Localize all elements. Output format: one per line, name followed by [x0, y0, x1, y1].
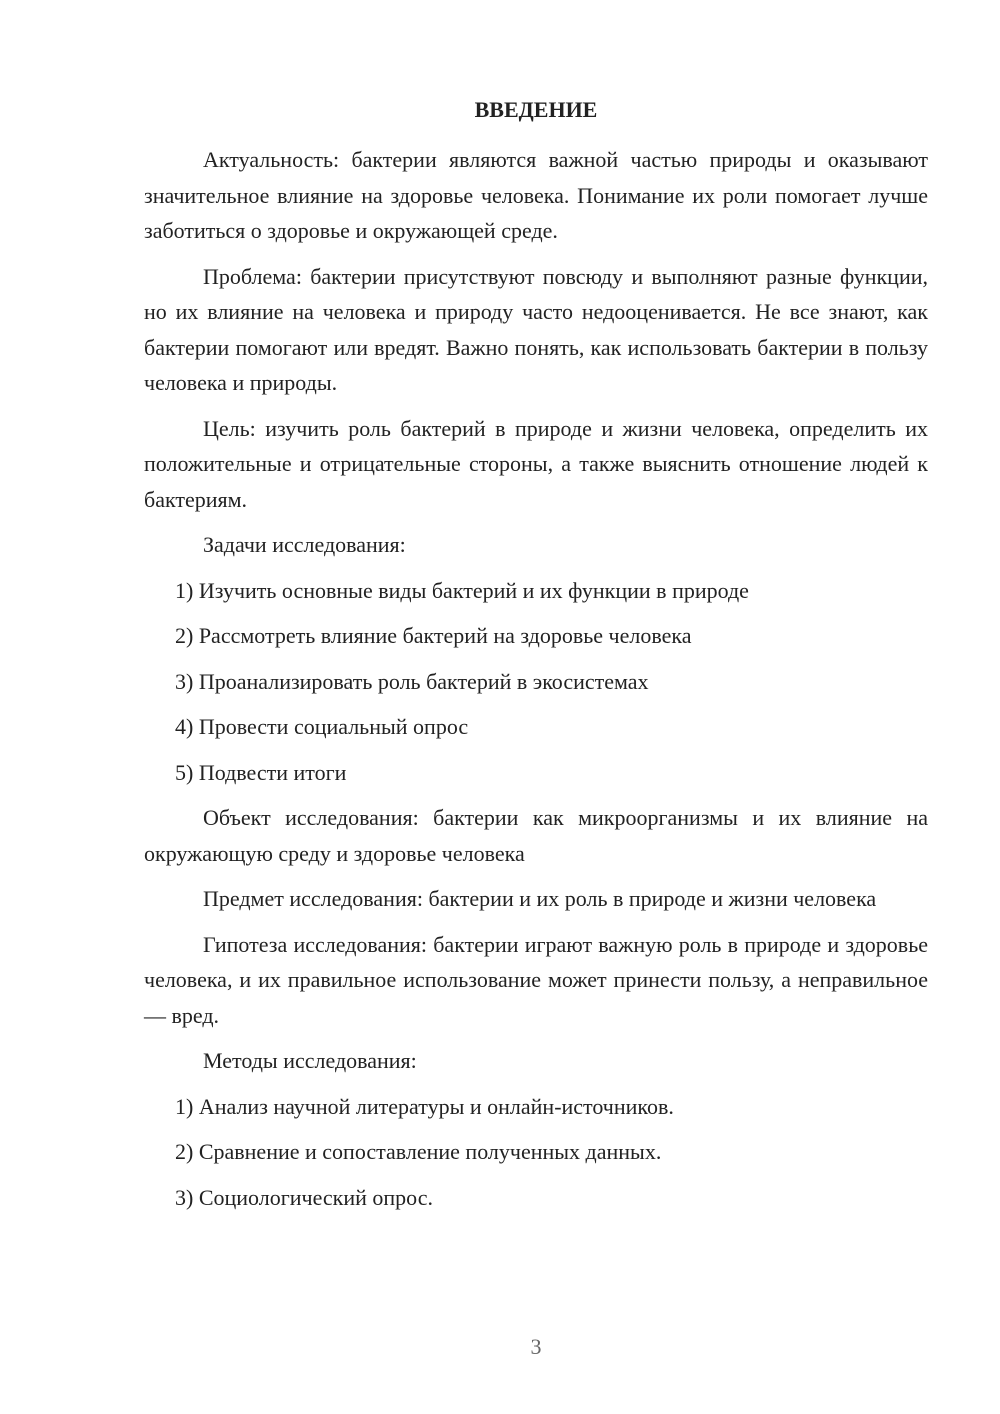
tasks-list [144, 573, 928, 791]
hypothesis-paragraph: Гипотеза исследования: бактерии играют важную роль в природе и здоровье человека, и их правильное использование может принести пользу, а неправильное — вред. [144, 931, 928, 1028]
method-item: 1) Анализ научной литературы и онлайн-источников. [175, 1093, 674, 1119]
document-page [144, 92, 928, 1225]
goal-paragraph: Цель: изучить роль бактерий в природе и жизни человека, определить их положительные и отрицательные стороны, а также выяснить отношение людей к бактериям. [144, 415, 928, 512]
task-item: 5) Подвести итоги [175, 759, 347, 785]
task-item: 1) Изучить основные виды бактерий и их функции в природе [175, 577, 749, 603]
methods-label: Методы исследования: [203, 1048, 417, 1073]
tasks-label: Задачи исследования: [203, 532, 406, 557]
object-paragraph: Объект исследования: бактерии как микроорганизмы и их влияние на окружающую среду и здоровье человека [144, 805, 928, 866]
method-item: 3) Социологический опрос. [175, 1184, 433, 1210]
relevance-paragraph: Актуальность: бактерии являются важной частью природы и оказывают значительное влияние на здоровье человека. Понимание их роли помогает лучше заботиться о здоровье и окружающей среде. [144, 147, 928, 243]
page-number: 3 [530, 1334, 542, 1359]
problem-paragraph: Проблема: бактерии присутствуют повсюду и выполняют разные функции, но их влияние на человека и природу часто недооценивается. Не все знают, как бактерии помогают или вредят. Важно понять, как использовать бактерии в пользу человека и природы. [144, 263, 928, 395]
method-item: 2) Сравнение и сопоставление полученных данных. [175, 1139, 662, 1164]
task-item: 4) Провести социальный опрос [175, 714, 469, 739]
task-item: 2) Рассмотреть влияние бактерий на здоровье человека [175, 623, 692, 648]
task-item: 3) Проанализировать роль бактерий в экосистемах [175, 668, 649, 694]
section-heading: ВВЕДЕНИЕ [474, 97, 598, 122]
subject-paragraph: Предмет исследования: бактерии и их роль в природе и жизни человека [203, 886, 877, 911]
methods-list [144, 1089, 928, 1216]
